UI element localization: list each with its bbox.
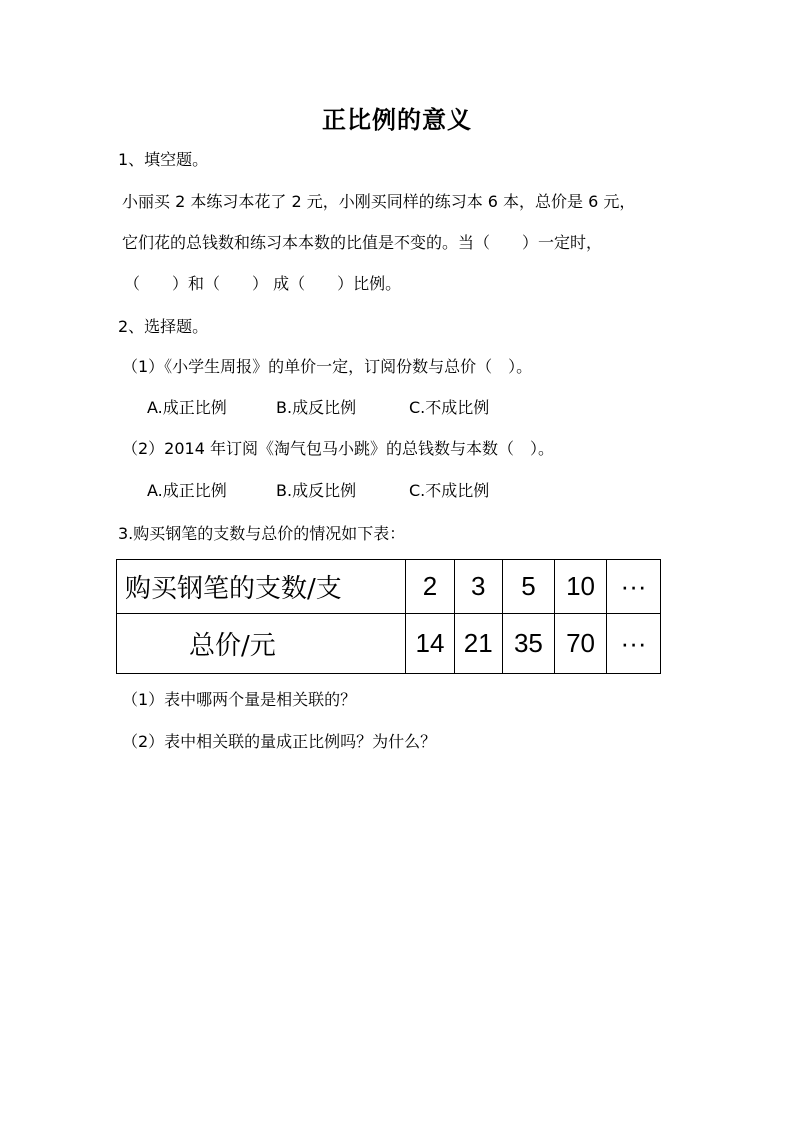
row1-cell: 3	[454, 560, 502, 614]
pen-price-table	[116, 559, 661, 674]
section2-heading: 2、选择题。	[118, 317, 209, 336]
row1-cell: 10	[554, 560, 606, 614]
row2-label: 总价/元	[117, 614, 406, 674]
q2-2-option-b: B.成反比例	[276, 481, 357, 500]
q2-1-option-b: B.成反比例	[276, 398, 357, 417]
question3-2: （2）表中相关联的量成正比例吗？为什么？	[122, 732, 437, 751]
page-title: 正比例的意义	[322, 105, 472, 134]
question2-2: （2）2014 年订阅《淘气包马小跳》的总钱数与本数（ ）。	[122, 439, 554, 458]
table-row	[117, 560, 661, 614]
q2-1-option-a: A.成正比例	[147, 398, 227, 417]
question3-1: （1）表中哪两个量是相关联的？	[122, 690, 357, 709]
row2-cell: 70	[554, 614, 606, 674]
table-row	[117, 614, 661, 674]
row1-label: 购买钢笔的支数/支	[117, 560, 406, 614]
row1-cell: 2	[406, 560, 454, 614]
row2-cell: 14	[406, 614, 454, 674]
section1-line3: （ ）和（ ） 成（ ）比例。	[124, 274, 402, 293]
section1-line1: 小丽买 2 本练习本花了 2 元，小刚买同样的练习本 6 本，总价是 6 元，	[122, 192, 636, 211]
row1-cell: ···	[607, 560, 661, 614]
section1-heading: 1、填空题。	[118, 150, 209, 169]
row2-cell: 35	[502, 614, 554, 674]
q2-2-option-c: C.不成比例	[409, 481, 490, 500]
question2-1: （1）《小学生周报》的单价一定，订阅份数与总价（ ）。	[122, 357, 533, 376]
row2-cell: 21	[454, 614, 502, 674]
row1-cell: 5	[502, 560, 554, 614]
section3-heading: 3.购买钢笔的支数与总价的情况如下表：	[118, 524, 406, 543]
row2-cell: ···	[607, 614, 661, 674]
section1-line2: 它们花的总钱数和练习本本数的比值是不变的。当（ ）一定时，	[122, 233, 603, 252]
q2-2-option-a: A.成正比例	[147, 481, 227, 500]
q2-1-option-c: C.不成比例	[409, 398, 490, 417]
